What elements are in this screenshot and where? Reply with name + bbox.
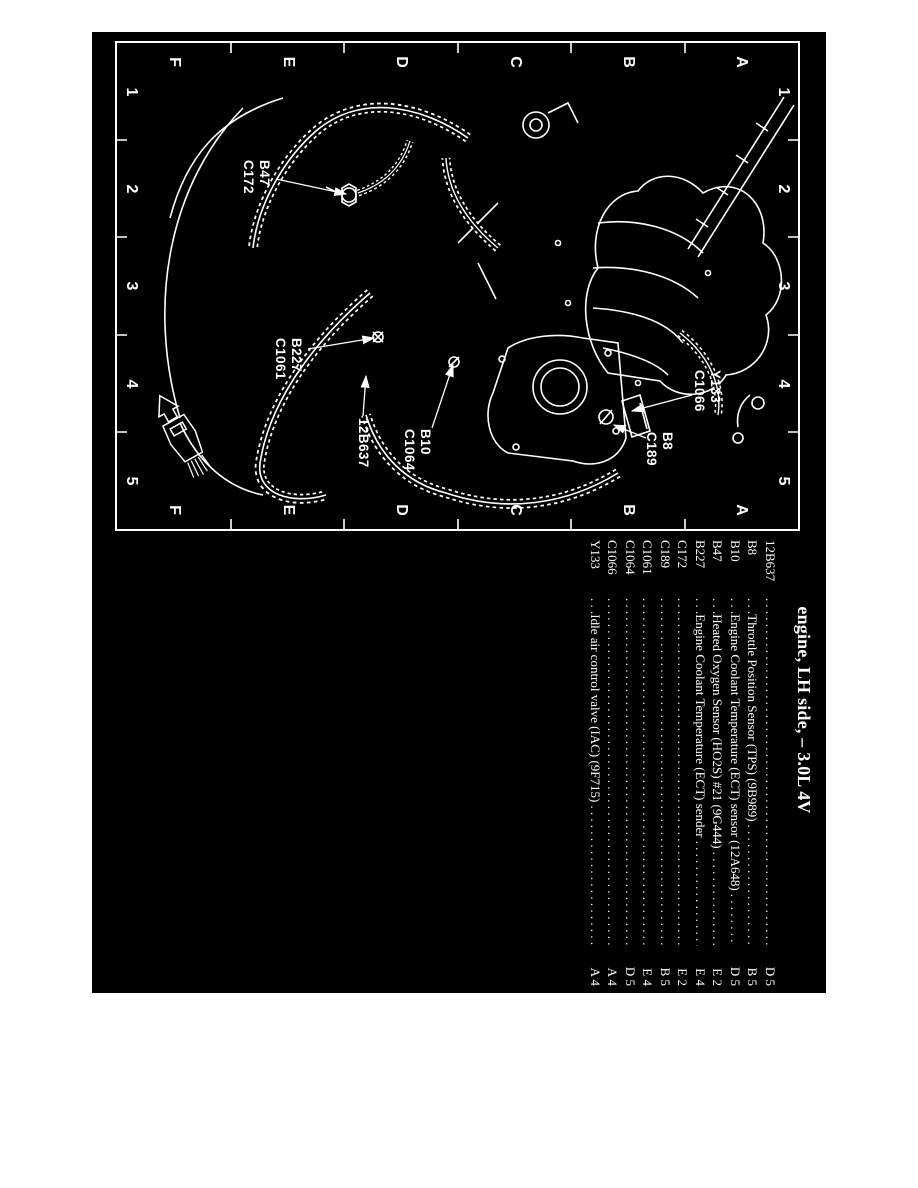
arrow-12b637 [363,376,366,416]
grid-col-label-bottom: 3 [123,281,140,291]
legend-row [657,540,675,986]
legend-name: B227 [693,540,708,569]
grid-col-label-top: 2 [775,184,792,194]
callout-b227-c1061 [273,338,304,380]
grid-col-label-top: 4 [775,379,792,389]
grid-row-label-right: C [507,504,524,516]
engine-line-art [117,43,798,529]
dot-leader [604,598,622,614]
legend-row [674,540,692,986]
legend-name: B10 [728,540,743,562]
grid-col-label-top: 1 [775,87,792,97]
callout-12b637 [356,418,372,468]
grid-row-label-right: A [733,504,750,516]
grid-ref: E 4 [693,968,708,986]
arrow-b47 [276,179,346,194]
dot-leader [604,617,622,946]
legend-name: B47 [710,540,726,562]
legend-name: C1066 [605,540,621,575]
grid-ref: A 4 [588,967,603,986]
grid-row-label-left: F [166,57,183,67]
ho2s-sensor [326,184,356,206]
dot-leader [709,852,727,946]
legend-row [587,540,605,986]
legend-row [622,540,640,986]
grid-ref: E 4 [640,968,656,986]
grid-col-label-top: 3 [775,281,792,291]
dot-leader [639,598,657,614]
grid-col-label-bottom: 5 [123,476,140,486]
grid-col-label-top: 5 [775,476,792,486]
legend-name: C1064 [623,540,638,575]
grid-row-label-right: D [393,504,410,516]
component-legend [587,540,815,986]
component-id: B227 [289,338,304,372]
legend-row [762,540,780,986]
grid-col-label-bottom: 1 [123,87,140,97]
ect-sensor [449,357,459,367]
connector-id: C1066 [692,370,708,412]
fuel-rail [688,97,794,257]
legend-name: C189 [658,540,673,569]
connector-id: C1064 [402,429,418,471]
dot-leader [744,825,762,946]
dot-leader [639,617,657,946]
dot-leader [692,841,710,946]
legend-desc: Throttle Position Sensor (TPS) (9B989) [745,614,761,822]
tps-sensor [599,410,613,424]
grid-row-label-left: E [280,56,297,68]
dot-leader [762,598,780,614]
dot-leader [727,894,745,946]
dot-leader [709,598,727,614]
callout-b10-c1064 [402,429,433,471]
legend-desc: Engine Coolant Temperature (ECT) sensor (12A648) [728,614,743,891]
dot-leader [692,598,710,614]
legend-name: C172 [675,540,691,569]
figure-title: engine, LH side, – 3.0L 4V [794,606,814,814]
dot-leader [727,598,745,614]
callout-y133-c1066 [692,370,723,412]
legend-name: 12B637 [763,540,778,582]
connector-id: C172 [241,160,257,194]
callout-b8-c189 [644,432,675,466]
component-id: B47 [257,160,272,186]
connector-id: C189 [644,432,660,466]
throttle-body [488,335,626,463]
dot-leader [674,598,692,614]
legend-desc: Heated Oxygen Sensor (HO2S) #21 (9G444) [710,614,726,849]
grid-row-label-left: B [620,56,637,68]
legend-row [639,540,657,986]
dot-leader [744,598,762,614]
dot-leader [622,598,640,614]
legend-row [709,540,727,986]
grid-ref: E 2 [710,968,726,986]
legend-row [744,540,762,986]
grid-ref: A 4 [605,967,621,986]
grid-row-label-right: E [280,504,297,516]
legend-desc: Engine Coolant Temperature (ECT) sender [693,614,708,838]
component-id: Y133 [708,370,723,404]
dot-leader [622,617,640,946]
dot-leader [657,598,675,614]
engine-location-diagram [115,41,800,531]
intake-manifold [556,176,782,394]
legend-row [692,540,710,986]
dot-leader [587,805,605,946]
connector-id: C1061 [273,338,289,380]
grid-col-label-bottom: 2 [123,184,140,194]
grid-row-label-left: C [507,56,524,68]
grid-ticks [117,43,798,529]
dot-leader [762,617,780,946]
grid-row-label-right: B [620,504,637,516]
legend-name: Y133 [588,540,603,569]
connector-icon [148,389,216,481]
grid-ref: E 2 [675,968,691,986]
grid-col-label-bottom: 4 [123,379,140,389]
grid-ref: B 5 [658,967,673,986]
legend-row [604,540,622,986]
grid-row-label-left: A [733,56,750,68]
grid-ref: D 5 [763,966,778,986]
grid-row-label-left: D [393,56,410,68]
dot-leader [587,598,605,614]
ect-sender [373,332,383,342]
arrow-b10 [432,365,453,428]
grid-ref: D 5 [623,966,638,986]
grid-ref: D 5 [728,966,743,986]
callout-b47-c172 [241,160,272,194]
component-id: B8 [660,432,675,451]
legend-row [727,540,745,986]
valve-cover [165,98,498,495]
grid-ref: B 5 [745,967,761,986]
dot-leader [674,617,692,946]
grid-row-label-right: F [166,505,183,515]
component-id: B10 [418,429,433,455]
legend-name: C1061 [640,540,656,575]
dot-leader [657,617,675,946]
egr-fitting [523,103,578,138]
legend-desc: Idle air control valve (IAC) (9F715) [588,614,603,803]
harness-id: 12B637 [356,418,371,468]
iac-valve [622,395,650,437]
legend-name: B8 [745,540,761,556]
